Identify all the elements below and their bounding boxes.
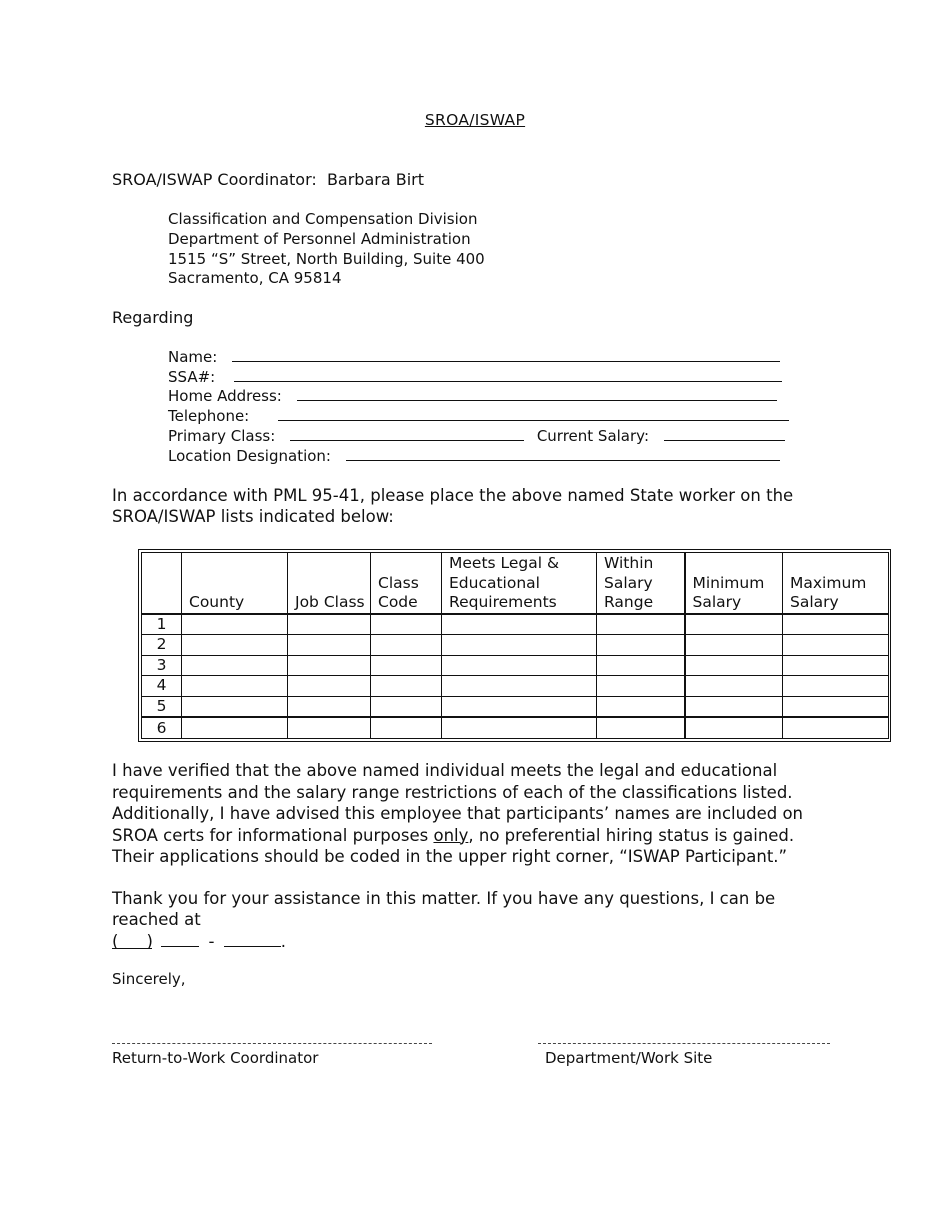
page-title: SROA/ISWAP (424, 111, 526, 129)
regarding-label: Regarding (112, 308, 194, 327)
table-row (142, 655, 889, 676)
table-cell[interactable] (371, 635, 442, 656)
table-cell[interactable] (597, 676, 685, 697)
table-cell[interactable] (288, 635, 371, 656)
verification-text-start: I have verified that the above named individual meets the legal and educational requirements and the salary range restrictions of each of the classifications listed. Additionally, I have advised this employee that participants’ names are included on SROA certs for informational purposes (112, 761, 803, 845)
telephone-row (168, 407, 789, 427)
table-row (142, 635, 889, 656)
home-address-field[interactable] (297, 387, 777, 401)
row-number: 2 (142, 635, 182, 656)
table-cell[interactable] (442, 635, 597, 656)
column-header-job-class: Job Class (288, 553, 371, 614)
address-line-1: Classification and Compensation Division (168, 210, 478, 228)
table-cell[interactable] (442, 676, 597, 697)
table-row (142, 717, 889, 738)
verification-text-end: , no preferential hiring status is gained. Their applications should be coded in the upper right corner, “ISWAP Participant.” (112, 825, 795, 866)
phone-period: . (280, 932, 286, 951)
name-field[interactable] (232, 348, 780, 362)
table-row (142, 614, 889, 635)
table-cell[interactable] (783, 696, 889, 717)
table-cell[interactable] (371, 696, 442, 717)
telephone-label: Telephone: (168, 407, 250, 426)
table-cell[interactable] (442, 717, 597, 738)
table-cell[interactable] (288, 717, 371, 738)
worksite-signature-label: Department/Work Site (545, 1049, 713, 1067)
address-line-3: 1515 “S” Street, North Building, Suite 400 (168, 249, 485, 268)
table-cell[interactable] (783, 635, 889, 656)
table-cell[interactable] (597, 655, 685, 676)
thanks-paragraph: Thank you for your assistance in this matter. If you have any questions, I can be reached at (112, 889, 776, 929)
table-cell[interactable] (442, 614, 597, 635)
table-cell[interactable] (371, 717, 442, 738)
table-cell[interactable] (783, 614, 889, 635)
phone-number-field (112, 930, 286, 951)
table-cell[interactable] (783, 717, 889, 738)
phone-dash: - (208, 932, 215, 951)
table-cell[interactable] (783, 655, 889, 676)
row-number: 1 (142, 614, 182, 635)
table-cell[interactable] (288, 676, 371, 697)
column-header-class-code: Class Code (371, 553, 442, 614)
table-cell[interactable] (182, 676, 288, 697)
table-cell[interactable] (685, 717, 783, 738)
phone-prefix-field[interactable] (161, 930, 199, 947)
table-cell[interactable] (371, 655, 442, 676)
table-cell[interactable] (371, 614, 442, 635)
table-cell[interactable] (442, 696, 597, 717)
primary-class-field[interactable] (290, 427, 524, 441)
class-salary-row (168, 427, 789, 447)
location-row (168, 447, 789, 467)
table-cell[interactable] (371, 676, 442, 697)
telephone-field[interactable] (278, 407, 789, 421)
table-cell[interactable] (442, 655, 597, 676)
ssa-field[interactable] (234, 368, 782, 382)
home-address-row (168, 387, 789, 407)
current-salary-label: Current Salary: (536, 426, 649, 445)
column-header-within-salary-range: Within Salary Range (597, 553, 685, 614)
address-line-2: Department of Personnel Administration (168, 229, 471, 248)
table-cell[interactable] (182, 655, 288, 676)
table-row (142, 676, 889, 697)
name-row (168, 348, 789, 368)
home-address-label: Home Address: (168, 387, 282, 406)
table-cell[interactable] (597, 696, 685, 717)
column-header-maximum-salary: Maximum Salary (783, 553, 889, 614)
verification-emphasis: only (433, 825, 469, 845)
column-header-minimum-salary: Minimum Salary (685, 553, 783, 614)
table-cell[interactable] (182, 614, 288, 635)
column-header-meets-requirements: Meets Legal & Educational Requirements (442, 553, 597, 614)
coordinator-signature-line[interactable] (112, 1043, 432, 1044)
table-cell[interactable] (597, 717, 685, 738)
row-number: 3 (142, 655, 182, 676)
ssa-label: SSA#: (168, 367, 216, 386)
table-cell[interactable] (182, 717, 288, 738)
row-number: 6 (142, 717, 182, 738)
location-field[interactable] (346, 447, 780, 461)
current-salary-field[interactable] (664, 427, 785, 441)
table-cell[interactable] (182, 635, 288, 656)
table-cell[interactable] (288, 614, 371, 635)
name-label: Name: (168, 348, 218, 366)
row-number: 5 (142, 696, 182, 717)
primary-class-label: Primary Class: (168, 426, 276, 445)
location-label: Location Designation: (168, 446, 331, 465)
table-cell[interactable] (685, 696, 783, 717)
table-cell[interactable] (783, 676, 889, 697)
coordinator-label: SROA/ISWAP Coordinator: (112, 170, 317, 189)
intro-paragraph: In accordance with PML 95-41, please place the above named State worker on the SROA/ISWAP lists indicated below: (112, 486, 794, 526)
table-cell[interactable] (685, 676, 783, 697)
table-cell[interactable] (597, 635, 685, 656)
table-cell[interactable] (288, 696, 371, 717)
table-cell[interactable] (685, 614, 783, 635)
column-header-county: County (182, 553, 288, 614)
column-header-number (142, 553, 182, 614)
address-block (168, 210, 485, 289)
table-cell[interactable] (685, 655, 783, 676)
phone-suffix-field[interactable] (224, 930, 281, 947)
coordinator-line (112, 170, 424, 189)
sroa-list-table (138, 549, 891, 742)
closing: Sincerely, (112, 970, 186, 988)
ssa-row (168, 368, 789, 388)
table-cell[interactable] (288, 655, 371, 676)
table-cell[interactable] (685, 635, 783, 656)
address-line-4: Sacramento, CA 95814 (168, 269, 342, 288)
table-cell[interactable] (597, 614, 685, 635)
coordinator-name: Barbara Birt (326, 170, 424, 189)
coordinator-signature-label: Return-to-Work Coordinator (112, 1049, 319, 1067)
area-code-field[interactable]: ( ) (112, 932, 153, 951)
worker-fields (168, 348, 789, 466)
table-row (142, 696, 889, 717)
verification-paragraph (112, 760, 812, 868)
table-cell[interactable] (182, 696, 288, 717)
worksite-signature-line[interactable] (538, 1043, 830, 1044)
row-number: 4 (142, 676, 182, 697)
